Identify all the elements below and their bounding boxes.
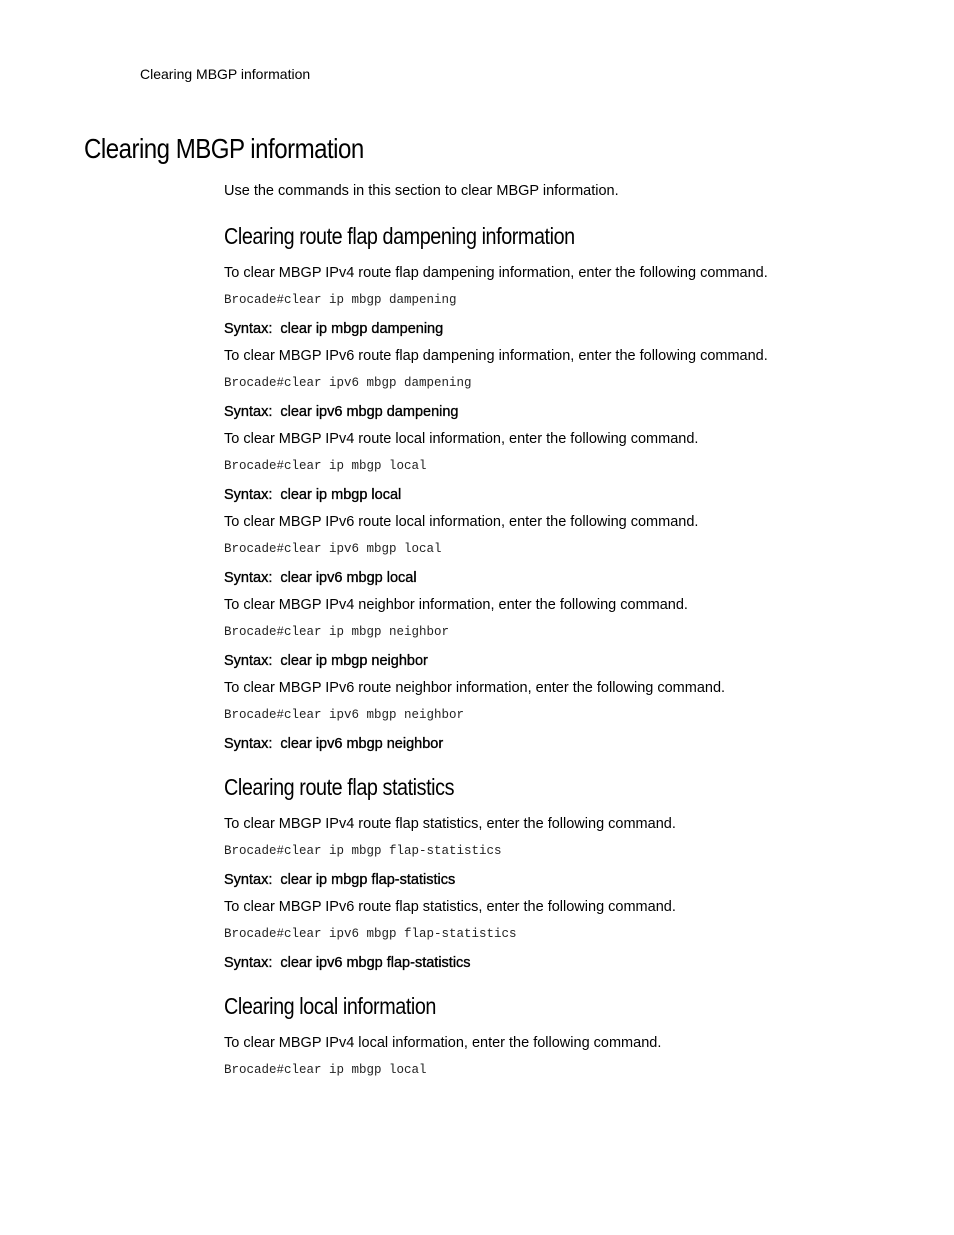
command-entry: [224, 897, 904, 973]
syntax-label: Syntax:: [224, 872, 273, 888]
syntax-command: clear ip mbgp local: [280, 487, 402, 503]
command-example: Brocade#clear ip mbgp neighbor: [224, 625, 450, 639]
section-heading: Clearing route flap dampening information: [224, 223, 575, 249]
entry-description: To clear MBGP IPv4 route flap dampening information, enter the following command.: [224, 265, 768, 281]
section: [224, 991, 904, 1080]
entry-description: To clear MBGP IPv6 route flap dampening information, enter the following command.: [224, 348, 768, 364]
sections-container: [224, 221, 904, 1080]
entry-description: To clear MBGP IPv6 route neighbor information, enter the following command.: [224, 680, 726, 696]
command-entry: [224, 512, 904, 588]
command-entry: [224, 595, 904, 671]
command-example: Brocade#clear ipv6 mbgp local: [224, 542, 442, 556]
syntax-line: [224, 953, 904, 973]
command-example: Brocade#clear ipv6 mbgp flap-statistics: [224, 927, 517, 941]
syntax-command: clear ipv6 mbgp dampening: [280, 404, 459, 420]
command-entry: [224, 346, 904, 422]
main-content: [224, 181, 904, 1098]
command-entry: [224, 814, 904, 890]
syntax-label: Syntax:: [224, 736, 273, 752]
entry-description: To clear MBGP IPv4 route local information, enter the following command.: [224, 431, 699, 447]
page-title: Clearing MBGP information: [84, 133, 364, 164]
section: [224, 772, 904, 973]
command-example: Brocade#clear ip mbgp flap-statistics: [224, 844, 502, 858]
syntax-command: clear ipv6 mbgp flap-statistics: [280, 955, 471, 971]
command-entry: [224, 429, 904, 505]
entry-description: To clear MBGP IPv4 route flap statistics, enter the following command.: [224, 816, 676, 832]
syntax-label: Syntax:: [224, 653, 273, 669]
command-entry: [224, 263, 904, 339]
syntax-line: [224, 734, 904, 754]
intro-paragraph: Use the commands in this section to clear MBGP information.: [224, 183, 619, 199]
syntax-command: clear ip mbgp flap-statistics: [280, 872, 456, 888]
command-example: Brocade#clear ip mbgp dampening: [224, 293, 457, 307]
command-example: Brocade#clear ip mbgp local: [224, 1063, 427, 1077]
syntax-label: Syntax:: [224, 321, 273, 337]
command-example: Brocade#clear ipv6 mbgp neighbor: [224, 708, 465, 722]
syntax-command: clear ipv6 mbgp local: [280, 570, 417, 586]
command-entry: [224, 1033, 904, 1080]
section-heading: Clearing route flap statistics: [224, 774, 455, 800]
syntax-label: Syntax:: [224, 570, 273, 586]
command-example: Brocade#clear ip mbgp local: [224, 459, 427, 473]
syntax-line: [224, 651, 904, 671]
syntax-label: Syntax:: [224, 404, 273, 420]
syntax-label: Syntax:: [224, 955, 273, 971]
command-entry: [224, 678, 904, 754]
syntax-line: [224, 402, 904, 422]
entry-description: To clear MBGP IPv4 local information, enter the following command.: [224, 1035, 662, 1051]
syntax-line: [224, 568, 904, 588]
entry-description: To clear MBGP IPv6 route local information, enter the following command.: [224, 514, 699, 530]
syntax-command: clear ip mbgp neighbor: [280, 653, 428, 669]
syntax-line: [224, 485, 904, 505]
entry-description: To clear MBGP IPv6 route flap statistics, enter the following command.: [224, 899, 676, 915]
running-header: Clearing MBGP information: [140, 66, 311, 82]
section: [224, 221, 904, 754]
syntax-label: Syntax:: [224, 487, 273, 503]
syntax-command: clear ipv6 mbgp neighbor: [280, 736, 444, 752]
syntax-command: clear ip mbgp dampening: [280, 321, 444, 337]
command-example: Brocade#clear ipv6 mbgp dampening: [224, 376, 472, 390]
syntax-line: [224, 319, 904, 339]
syntax-line: [224, 870, 904, 890]
entry-description: To clear MBGP IPv4 neighbor information, enter the following command.: [224, 597, 688, 613]
section-heading: Clearing local information: [224, 993, 437, 1019]
